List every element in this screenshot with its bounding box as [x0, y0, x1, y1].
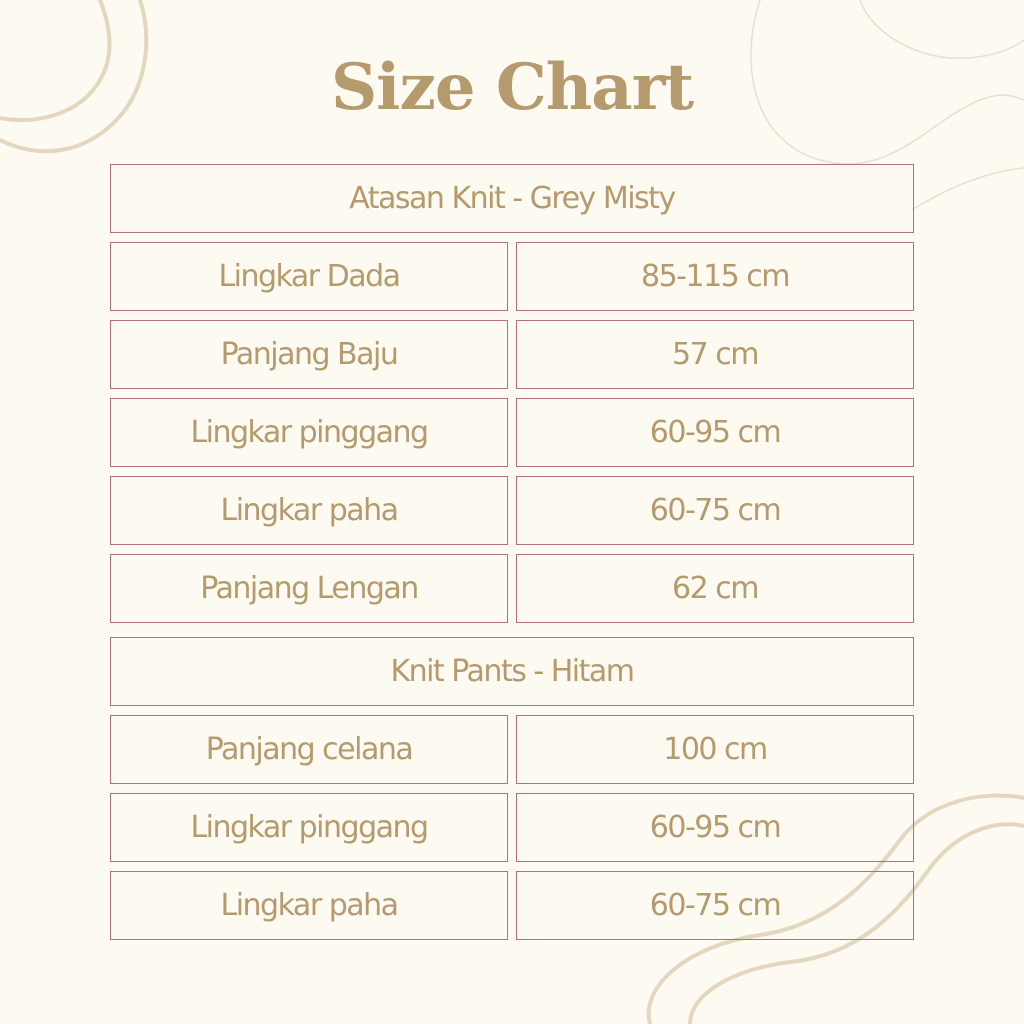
row-value: 60-75 cm	[516, 871, 914, 940]
section-header-pants: Knit Pants - Hitam	[110, 637, 914, 706]
row-label: Lingkar pinggang	[110, 398, 508, 467]
row-value: 60-95 cm	[516, 793, 914, 862]
row-value: 60-95 cm	[516, 398, 914, 467]
row-label: Lingkar Dada	[110, 242, 508, 311]
top-right-line-3	[912, 168, 1024, 210]
row-label: Panjang Baju	[110, 320, 508, 389]
page-title: Size Chart	[330, 50, 694, 125]
row-value: 100 cm	[516, 715, 914, 784]
row-value: 85-115 cm	[516, 242, 914, 311]
row-value: 57 cm	[516, 320, 914, 389]
section-header-atasan: Atasan Knit - Grey Misty	[110, 164, 914, 233]
row-label: Panjang celana	[110, 715, 508, 784]
row-value: 60-75 cm	[516, 476, 914, 545]
row-label: Lingkar paha	[110, 871, 508, 940]
row-value: 62 cm	[516, 554, 914, 623]
row-label: Panjang Lengan	[110, 554, 508, 623]
row-label: Lingkar pinggang	[110, 793, 508, 862]
row-label: Lingkar paha	[110, 476, 508, 545]
